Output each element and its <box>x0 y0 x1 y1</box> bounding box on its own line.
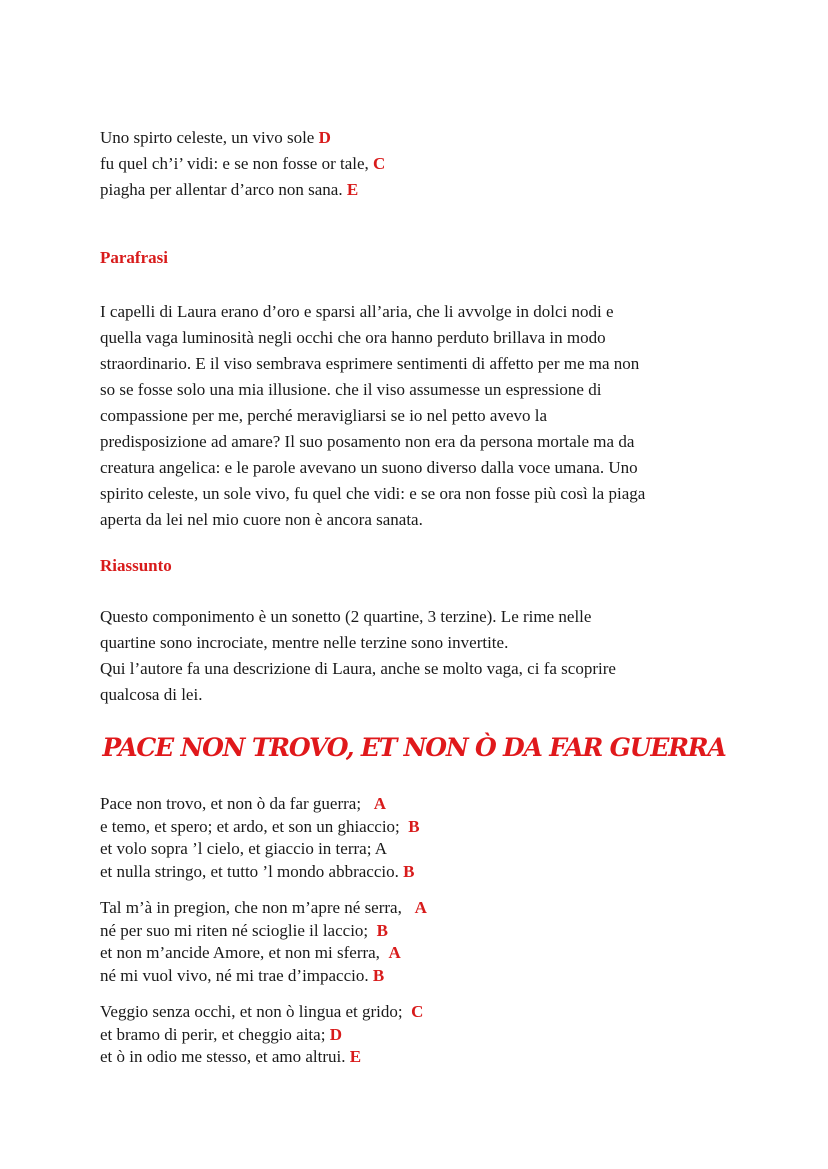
verse-line: né per suo mi riten né scioglie il laccio; B <box>100 920 388 940</box>
text-line: Questo componimento è un sonetto (2 quartine, 3 terzine). Le rime nelle <box>100 607 592 626</box>
rhyme-letter: B <box>408 816 420 836</box>
text-line: aperta da lei nel mio cuore non è ancora sanata. <box>100 510 423 529</box>
stanza-1 <box>100 793 788 883</box>
tercet-end <box>100 125 788 203</box>
poem-title: PACE NON TROVO, ET NON Ò DA FAR GUERRA <box>102 733 726 762</box>
verse-line: et non m’ancide Amore, et non mi sferra, A <box>100 943 401 962</box>
verse-line: et ò in odio me stesso, et amo altrui. E <box>100 1047 362 1066</box>
parafrasi-text <box>100 299 788 533</box>
verse-line: et nulla stringo, et tutto ’l mondo abbraccio. B <box>100 861 415 881</box>
verse-line: piagha per allentar d’arco non sana. E <box>100 180 359 199</box>
verse-line: e temo, et spero; et ardo, et son un ghiaccio; B <box>100 816 420 836</box>
stanza-2 <box>100 897 788 987</box>
verse-line: Veggio senza occhi, et non ò lingua et grido; C <box>100 1002 424 1021</box>
verse-line: Tal m’à in pregion, che non m’apre né serra, A <box>100 898 427 917</box>
text-line: predisposizione ad amare? Il suo posamento non era da persona mortale ma da <box>100 432 635 451</box>
verse-line: Pace non trovo, et non ò da far guerra; A <box>100 794 387 813</box>
text-line: qualcosa di lei. <box>100 685 203 704</box>
rhyme-letter: A <box>414 898 427 917</box>
text-line: compassione per me, perché meravigliarsi se io nel petto avevo la <box>100 406 548 425</box>
riassunto-text <box>100 604 788 708</box>
rhyme-letter: A <box>388 943 401 962</box>
riassunto-heading: Riassunto <box>100 556 172 575</box>
text-line: I capelli di Laura erano d’oro e sparsi all’aria, che li avvolge in dolci nodi e <box>100 302 614 321</box>
parafrasi-heading: Parafrasi <box>100 248 168 267</box>
rhyme-letter: B <box>376 920 388 940</box>
verse-line: et bramo di perir, et cheggio aita; D <box>100 1024 342 1044</box>
rhyme-letter: A <box>373 794 387 813</box>
rhyme-letter: E <box>346 180 359 199</box>
rhyme-letter: B <box>372 965 385 985</box>
text-line: Qui l’autore fa una descrizione di Laura, anche se molto vaga, ci fa scoprire <box>100 659 616 678</box>
rhyme-letter: B <box>403 861 415 881</box>
text-line: quella vaga luminosità negli occhi che ora hanno perduto brillava in modo <box>100 328 606 347</box>
rhyme-letter: C <box>373 154 386 173</box>
verse-line: fu quel ch’i’ vidi: e se non fosse or tale, C <box>100 154 386 173</box>
text-line: so se fosse solo una mia illusione. che il viso assumesse un espressione di <box>100 380 602 399</box>
verse-line: Uno spirto celeste, un vivo sole D <box>100 128 331 147</box>
text-line: straordinario. E il viso sembrava esprimere sentimenti di affetto per me ma non <box>100 354 640 373</box>
rhyme-letter: E <box>349 1047 362 1066</box>
verse-line: né mi vuol vivo, né mi trae d’impaccio. B <box>100 965 385 985</box>
rhyme-letter: D <box>318 128 331 147</box>
rhyme-letter: D <box>329 1024 342 1044</box>
text-line: creatura angelica: e le parole avevano un suono diverso dalla voce umana. Uno <box>100 458 638 477</box>
rhyme-letter: C <box>411 1002 424 1021</box>
text-line: spirito celeste, un sole vivo, fu quel che vidi: e se ora non fosse più così la piaga <box>100 484 646 503</box>
stanza-3 <box>100 1001 788 1069</box>
verse-line: et volo sopra ’l cielo, et giaccio in terra; A <box>100 839 388 858</box>
text-line: quartine sono incrociate, mentre nelle terzine sono invertite. <box>100 633 509 652</box>
